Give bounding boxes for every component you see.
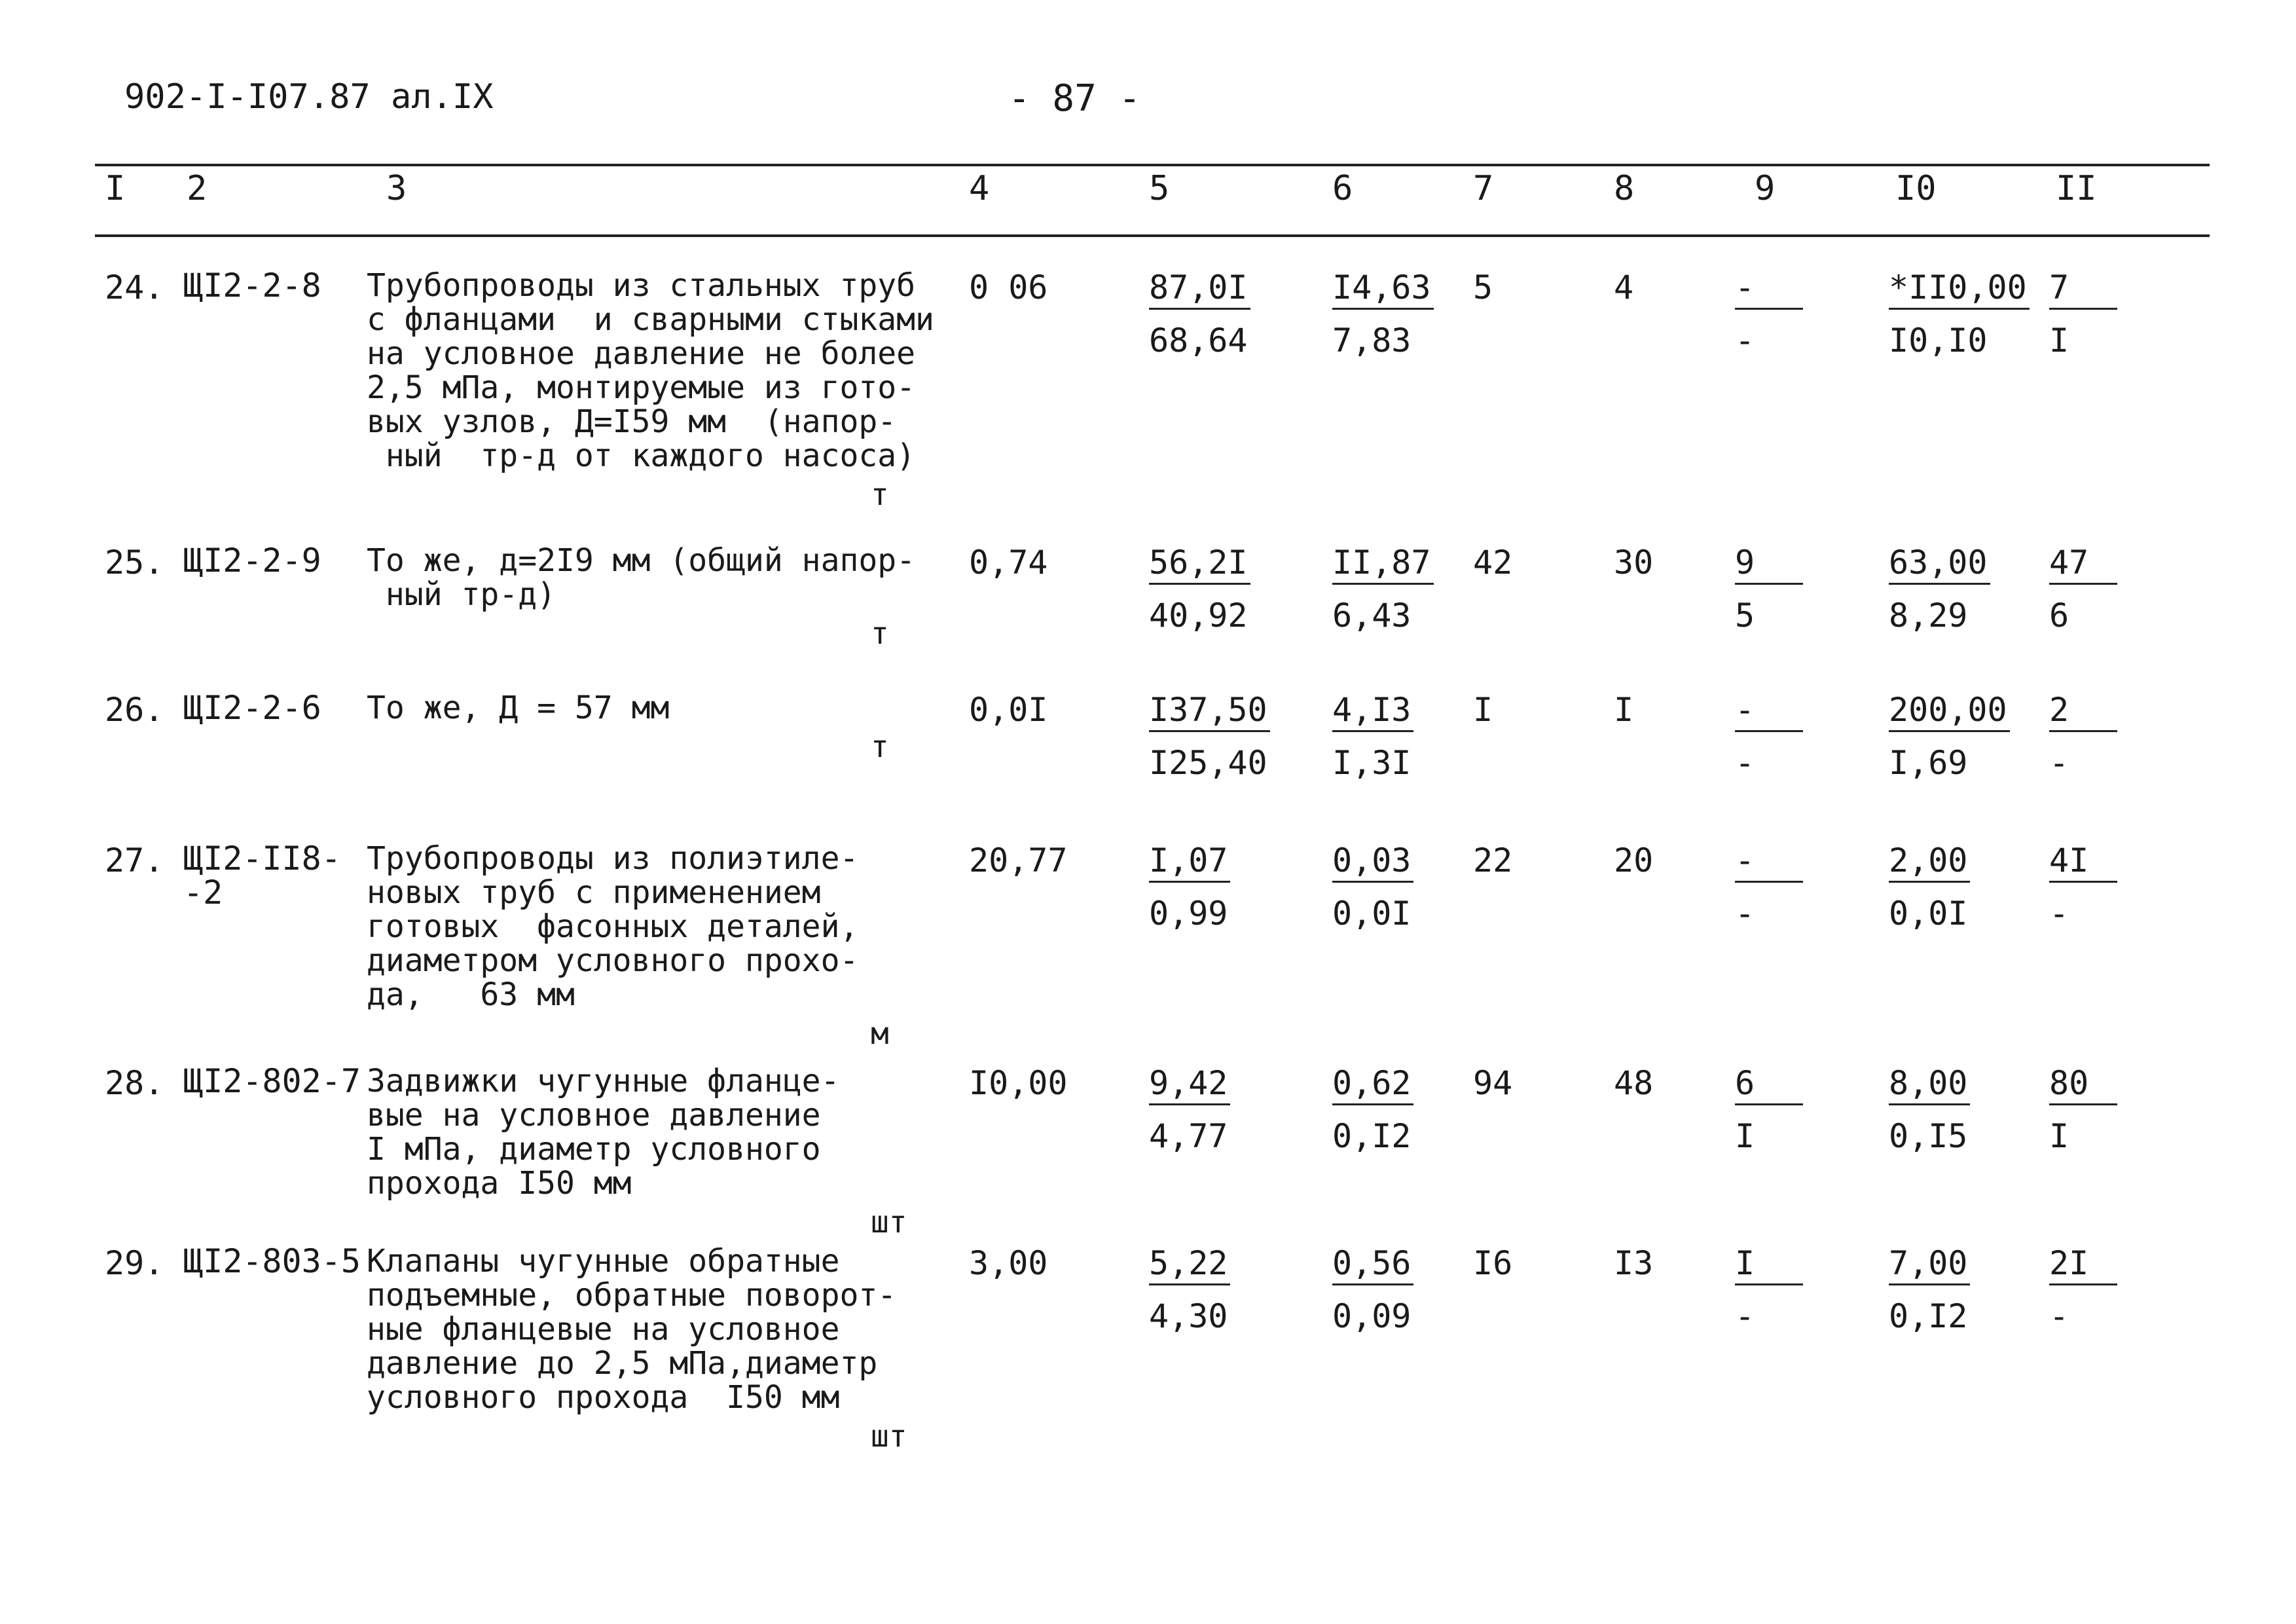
col10-fraction-denominator: 0,I5 <box>1889 1117 1968 1155</box>
col5-fraction-numerator: 56,2I <box>1149 544 1250 585</box>
col9-fraction-numerator: 6 <box>1735 1064 1803 1105</box>
col11-fraction-numerator: 4I <box>2049 841 2117 883</box>
row-description: Трубопроводы из стальных труб с фланцами и сварными стыками на условное давление не более 2,5 мПа, монтируемые из гото- вых узлов, Д=I59 мм (напор- ный тр-д от каждого насоса) <box>367 267 934 474</box>
column-header-6: 6 <box>1332 169 1353 208</box>
col11-fraction <box>2049 691 2117 782</box>
row-unit: шт <box>871 1418 907 1454</box>
col11-fraction <box>2049 544 2117 635</box>
col8-value: 30 <box>1614 544 1654 581</box>
col9-fraction-numerator: - <box>1735 841 1803 883</box>
col6-fraction <box>1332 544 1434 635</box>
col9-fraction-numerator: - <box>1735 268 1803 310</box>
col11-fraction-denominator: 6 <box>2049 597 2069 635</box>
column-header-7: 7 <box>1473 169 1494 208</box>
col5-fraction-numerator: 9,42 <box>1149 1064 1230 1105</box>
col9-fraction <box>1735 841 1803 932</box>
col10-fraction-numerator: 7,00 <box>1889 1244 1970 1285</box>
col11-fraction-denominator: - <box>2049 895 2069 932</box>
col6-fraction-numerator: I4,63 <box>1332 268 1434 310</box>
col4-value: I0,00 <box>969 1064 1068 1102</box>
col5-fraction-denominator: 0,99 <box>1149 895 1228 932</box>
col11-fraction <box>2049 268 2117 360</box>
col9-fraction-denominator: - <box>1735 1297 1755 1335</box>
col6-fraction <box>1332 268 1434 360</box>
col6-fraction-numerator: 0,56 <box>1332 1244 1413 1285</box>
column-header-11: II <box>2056 169 2097 208</box>
col6-fraction-numerator: 4,I3 <box>1332 691 1413 732</box>
col6-fraction <box>1332 1064 1413 1155</box>
row-unit: м <box>871 1016 889 1051</box>
row-unit: т <box>871 616 889 651</box>
col5-fraction <box>1149 544 1250 635</box>
col10-fraction-denominator: I,69 <box>1889 744 1968 782</box>
col6-fraction-numerator: II,87 <box>1332 544 1434 585</box>
row-number: 25. <box>105 544 164 581</box>
column-header-8: 8 <box>1614 169 1635 208</box>
row-description: Трубопроводы из полиэтиле- новых труб с применением готовых фасонных деталей, диаметром условного прохо- да, 63 мм <box>367 840 859 1013</box>
row-number: 28. <box>105 1064 164 1102</box>
col7-value: I6 <box>1473 1244 1513 1282</box>
col10-fraction <box>1889 1244 1970 1335</box>
row-description: То же, Д = 57 мм <box>367 690 670 726</box>
col10-fraction-numerator: 8,00 <box>1889 1064 1970 1105</box>
col9-fraction-denominator: - <box>1735 744 1755 782</box>
col8-value: 48 <box>1614 1064 1654 1102</box>
col9-fraction-denominator: 5 <box>1735 597 1755 635</box>
col6-fraction-numerator: 0,03 <box>1332 841 1413 883</box>
col11-fraction-numerator: 47 <box>2049 544 2117 585</box>
col10-fraction <box>1889 1064 1970 1155</box>
col8-value: 20 <box>1614 841 1654 879</box>
row-description: Клапаны чугунные обратные подъемные, обратные поворот- ные фланцевые на условное давление до 2,5 мПа,диаметр условного прохода I50 мм <box>367 1243 897 1416</box>
col11-fraction-numerator: 2I <box>2049 1244 2117 1285</box>
column-header-3: 3 <box>386 169 407 208</box>
col8-value: 4 <box>1614 268 1634 306</box>
col9-fraction-denominator: I <box>1735 1117 1755 1155</box>
col6-fraction-denominator: 6,43 <box>1332 597 1412 635</box>
row-unit: шт <box>871 1204 907 1240</box>
column-header-9: 9 <box>1755 169 1776 208</box>
col10-fraction <box>1889 691 2010 782</box>
col9-fraction-denominator: - <box>1735 322 1755 360</box>
col11-fraction-denominator: - <box>2049 1297 2069 1335</box>
row-description: То же, д=2I9 мм (общий напор- ный тр-д) <box>367 542 916 613</box>
col9-fraction <box>1735 1064 1803 1155</box>
col8-value: I <box>1614 691 1634 729</box>
col5-fraction <box>1149 841 1230 932</box>
row-code: ЩI2-2-6 <box>183 689 321 727</box>
col5-fraction-numerator: 87,0I <box>1149 268 1250 310</box>
col4-value: 3,00 <box>969 1244 1048 1282</box>
document-code: 902-I-I07.87 ал.IX <box>124 77 494 117</box>
col5-fraction <box>1149 1064 1230 1155</box>
row-code: ЩI2-2-9 <box>183 542 321 580</box>
col4-value: 20,77 <box>969 841 1068 879</box>
page-number: - 87 - <box>1008 77 1141 120</box>
col11-fraction-denominator: I <box>2049 1117 2069 1155</box>
col5-fraction-denominator: 40,92 <box>1149 597 1248 635</box>
row-code: ЩI2-803-5 <box>183 1242 361 1280</box>
col11-fraction-numerator: 2 <box>2049 691 2117 732</box>
col6-fraction-denominator: I,3I <box>1332 744 1412 782</box>
col10-fraction <box>1889 841 1970 932</box>
col5-fraction <box>1149 691 1270 782</box>
col10-fraction-denominator: 8,29 <box>1889 597 1968 635</box>
row-number: 29. <box>105 1244 164 1282</box>
col5-fraction <box>1149 1244 1230 1335</box>
row-code: ЩI2-802-7 <box>183 1062 361 1100</box>
col5-fraction-denominator: 4,30 <box>1149 1297 1228 1335</box>
col6-fraction-denominator: 0,0I <box>1332 895 1412 932</box>
col4-value: 0 06 <box>969 268 1048 306</box>
table-header-rule <box>95 234 2210 237</box>
col5-fraction-denominator: 68,64 <box>1149 322 1248 360</box>
col9-fraction-numerator: - <box>1735 691 1803 732</box>
row-unit: т <box>871 729 889 764</box>
col11-fraction-numerator: 7 <box>2049 268 2117 310</box>
column-header-4: 4 <box>969 169 990 208</box>
col11-fraction <box>2049 1064 2117 1155</box>
col6-fraction-numerator: 0,62 <box>1332 1064 1413 1105</box>
col10-fraction-denominator: 0,0I <box>1889 895 1968 932</box>
col9-fraction-numerator: 9 <box>1735 544 1803 585</box>
col10-fraction-numerator: 2,00 <box>1889 841 1970 883</box>
col11-fraction-numerator: 80 <box>2049 1064 2117 1105</box>
col9-fraction <box>1735 691 1803 782</box>
row-unit: т <box>871 477 889 512</box>
col9-fraction <box>1735 1244 1803 1335</box>
row-number: 24. <box>105 268 164 306</box>
col11-fraction-denominator: I <box>2049 322 2069 360</box>
col5-fraction-numerator: I,07 <box>1149 841 1230 883</box>
column-header-2: 2 <box>187 169 208 208</box>
column-header-5: 5 <box>1149 169 1170 208</box>
col4-value: 0,0I <box>969 691 1048 729</box>
col9-fraction-denominator: - <box>1735 895 1755 932</box>
col7-value: 94 <box>1473 1064 1513 1102</box>
col5-fraction-denominator: I25,40 <box>1149 744 1267 782</box>
col8-value: I3 <box>1614 1244 1654 1282</box>
col10-fraction <box>1889 268 2030 360</box>
table-top-rule <box>95 164 2210 166</box>
row-code: ЩI2-II8- -2 <box>183 840 341 912</box>
col6-fraction <box>1332 1244 1413 1335</box>
col5-fraction-numerator: I37,50 <box>1149 691 1270 732</box>
col10-fraction-numerator: *II0,00 <box>1889 268 2030 310</box>
col9-fraction <box>1735 268 1803 360</box>
col11-fraction <box>2049 841 2117 932</box>
col9-fraction <box>1735 544 1803 635</box>
row-description: Задвижки чугунные фланце- вые на условное давление I мПа, диаметр условного прохода I50 мм <box>367 1063 840 1202</box>
col5-fraction-numerator: 5,22 <box>1149 1244 1230 1285</box>
col6-fraction-denominator: 7,83 <box>1332 322 1412 360</box>
col7-value: 42 <box>1473 544 1513 581</box>
col5-fraction-denominator: 4,77 <box>1149 1117 1228 1155</box>
col10-fraction-denominator: I0,I0 <box>1889 322 1988 360</box>
col5-fraction <box>1149 268 1250 360</box>
col6-fraction <box>1332 841 1413 932</box>
column-header-1: I <box>105 169 126 208</box>
col10-fraction-numerator: 63,00 <box>1889 544 1990 585</box>
col7-value: 5 <box>1473 268 1493 306</box>
col7-value: I <box>1473 691 1493 729</box>
row-code: ЩI2-2-8 <box>183 267 321 304</box>
col10-fraction-numerator: 200,00 <box>1889 691 2010 732</box>
row-number: 27. <box>105 841 164 879</box>
col11-fraction <box>2049 1244 2117 1335</box>
col10-fraction-denominator: 0,I2 <box>1889 1297 1968 1335</box>
col4-value: 0,74 <box>969 544 1048 581</box>
col7-value: 22 <box>1473 841 1513 879</box>
column-header-10: I0 <box>1895 169 1937 208</box>
col6-fraction-denominator: 0,09 <box>1332 1297 1412 1335</box>
col6-fraction-denominator: 0,I2 <box>1332 1117 1412 1155</box>
col11-fraction-denominator: - <box>2049 744 2069 782</box>
col9-fraction-numerator: I <box>1735 1244 1803 1285</box>
row-number: 26. <box>105 691 164 729</box>
col10-fraction <box>1889 544 1990 635</box>
col6-fraction <box>1332 691 1413 782</box>
